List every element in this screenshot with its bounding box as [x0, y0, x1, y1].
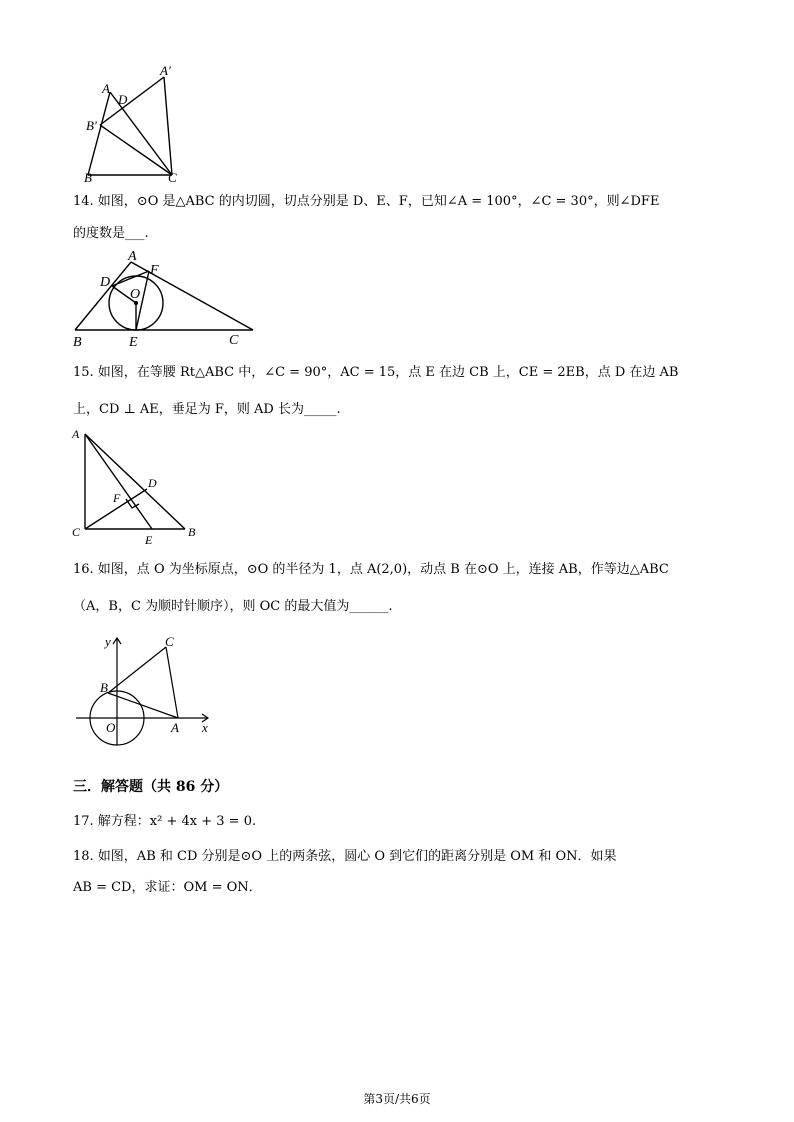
figure-q14: [68, 248, 268, 350]
label-A: A: [128, 249, 137, 264]
label-B: B: [73, 335, 82, 350]
label-E: E: [145, 533, 153, 547]
label-D: D: [100, 275, 111, 290]
q15-line1: 15. 如图，在等腰 Rt△ABC 中，∠C = 90°，AC = 15，点 E 在边 CB 上，CE = 2EB，点 D 在边 AB: [73, 365, 679, 380]
section-heading: 三．解答题（共 86 分）: [73, 779, 229, 795]
label-O: O: [130, 287, 141, 302]
label-A: A: [72, 427, 80, 441]
label-C: C: [72, 525, 81, 539]
figure-q15: [68, 424, 208, 548]
q14-line2: 的度数是___.: [73, 226, 149, 241]
label-A: A: [102, 81, 110, 96]
label-A-prime: A′: [160, 63, 171, 78]
label-x: x: [202, 720, 208, 735]
label-y: y: [105, 634, 111, 649]
label-A: A: [171, 720, 179, 735]
q18-line1: 18. 如图，AB 和 CD 分别是⊙O 上的两条弦，圆心 O 到它们的距离分别是 OM 和 ON．如果: [73, 849, 617, 864]
q17: 17. 解方程：x² + 4x + 3 = 0.: [73, 814, 257, 829]
label-O: O: [106, 720, 116, 735]
label-B: B: [84, 170, 92, 184]
q16-line2: （A，B，C 为顺时针顺序），则 OC 的最大值为______.: [73, 599, 393, 614]
label-D: D: [118, 92, 128, 107]
label-C: C: [229, 333, 239, 348]
q14-line1: 14. 如图，⊙O 是△ABC 的内切圆，切点分别是 D、E、F，已知∠A = 100°，∠C = 30°，则∠DFE: [73, 194, 660, 209]
label-B-prime: B′: [86, 118, 97, 133]
label-F: F: [113, 491, 121, 505]
q16-line1: 16. 如图，点 O 为坐标原点，⊙O 的半径为 1，点 A(2,0)，动点 B 在⊙O 上，连接 AB，作等边△ABC: [73, 562, 669, 577]
figure-q13: [80, 62, 190, 184]
q15-line2: 上，CD ⊥ AE，垂足为 F，则 AD 长为_____.: [73, 402, 341, 417]
label-E: E: [129, 335, 138, 350]
label-C: C: [168, 170, 177, 184]
label-B: B: [100, 680, 108, 695]
label-C: C: [165, 634, 174, 649]
page-footer: 第3页/共6页: [363, 1092, 431, 1106]
figure-q16: [68, 630, 228, 750]
label-D: D: [148, 476, 157, 490]
q18-line2: AB = CD，求证：OM = ON．: [73, 880, 262, 895]
label-F: F: [150, 263, 159, 278]
label-B: B: [188, 525, 196, 539]
